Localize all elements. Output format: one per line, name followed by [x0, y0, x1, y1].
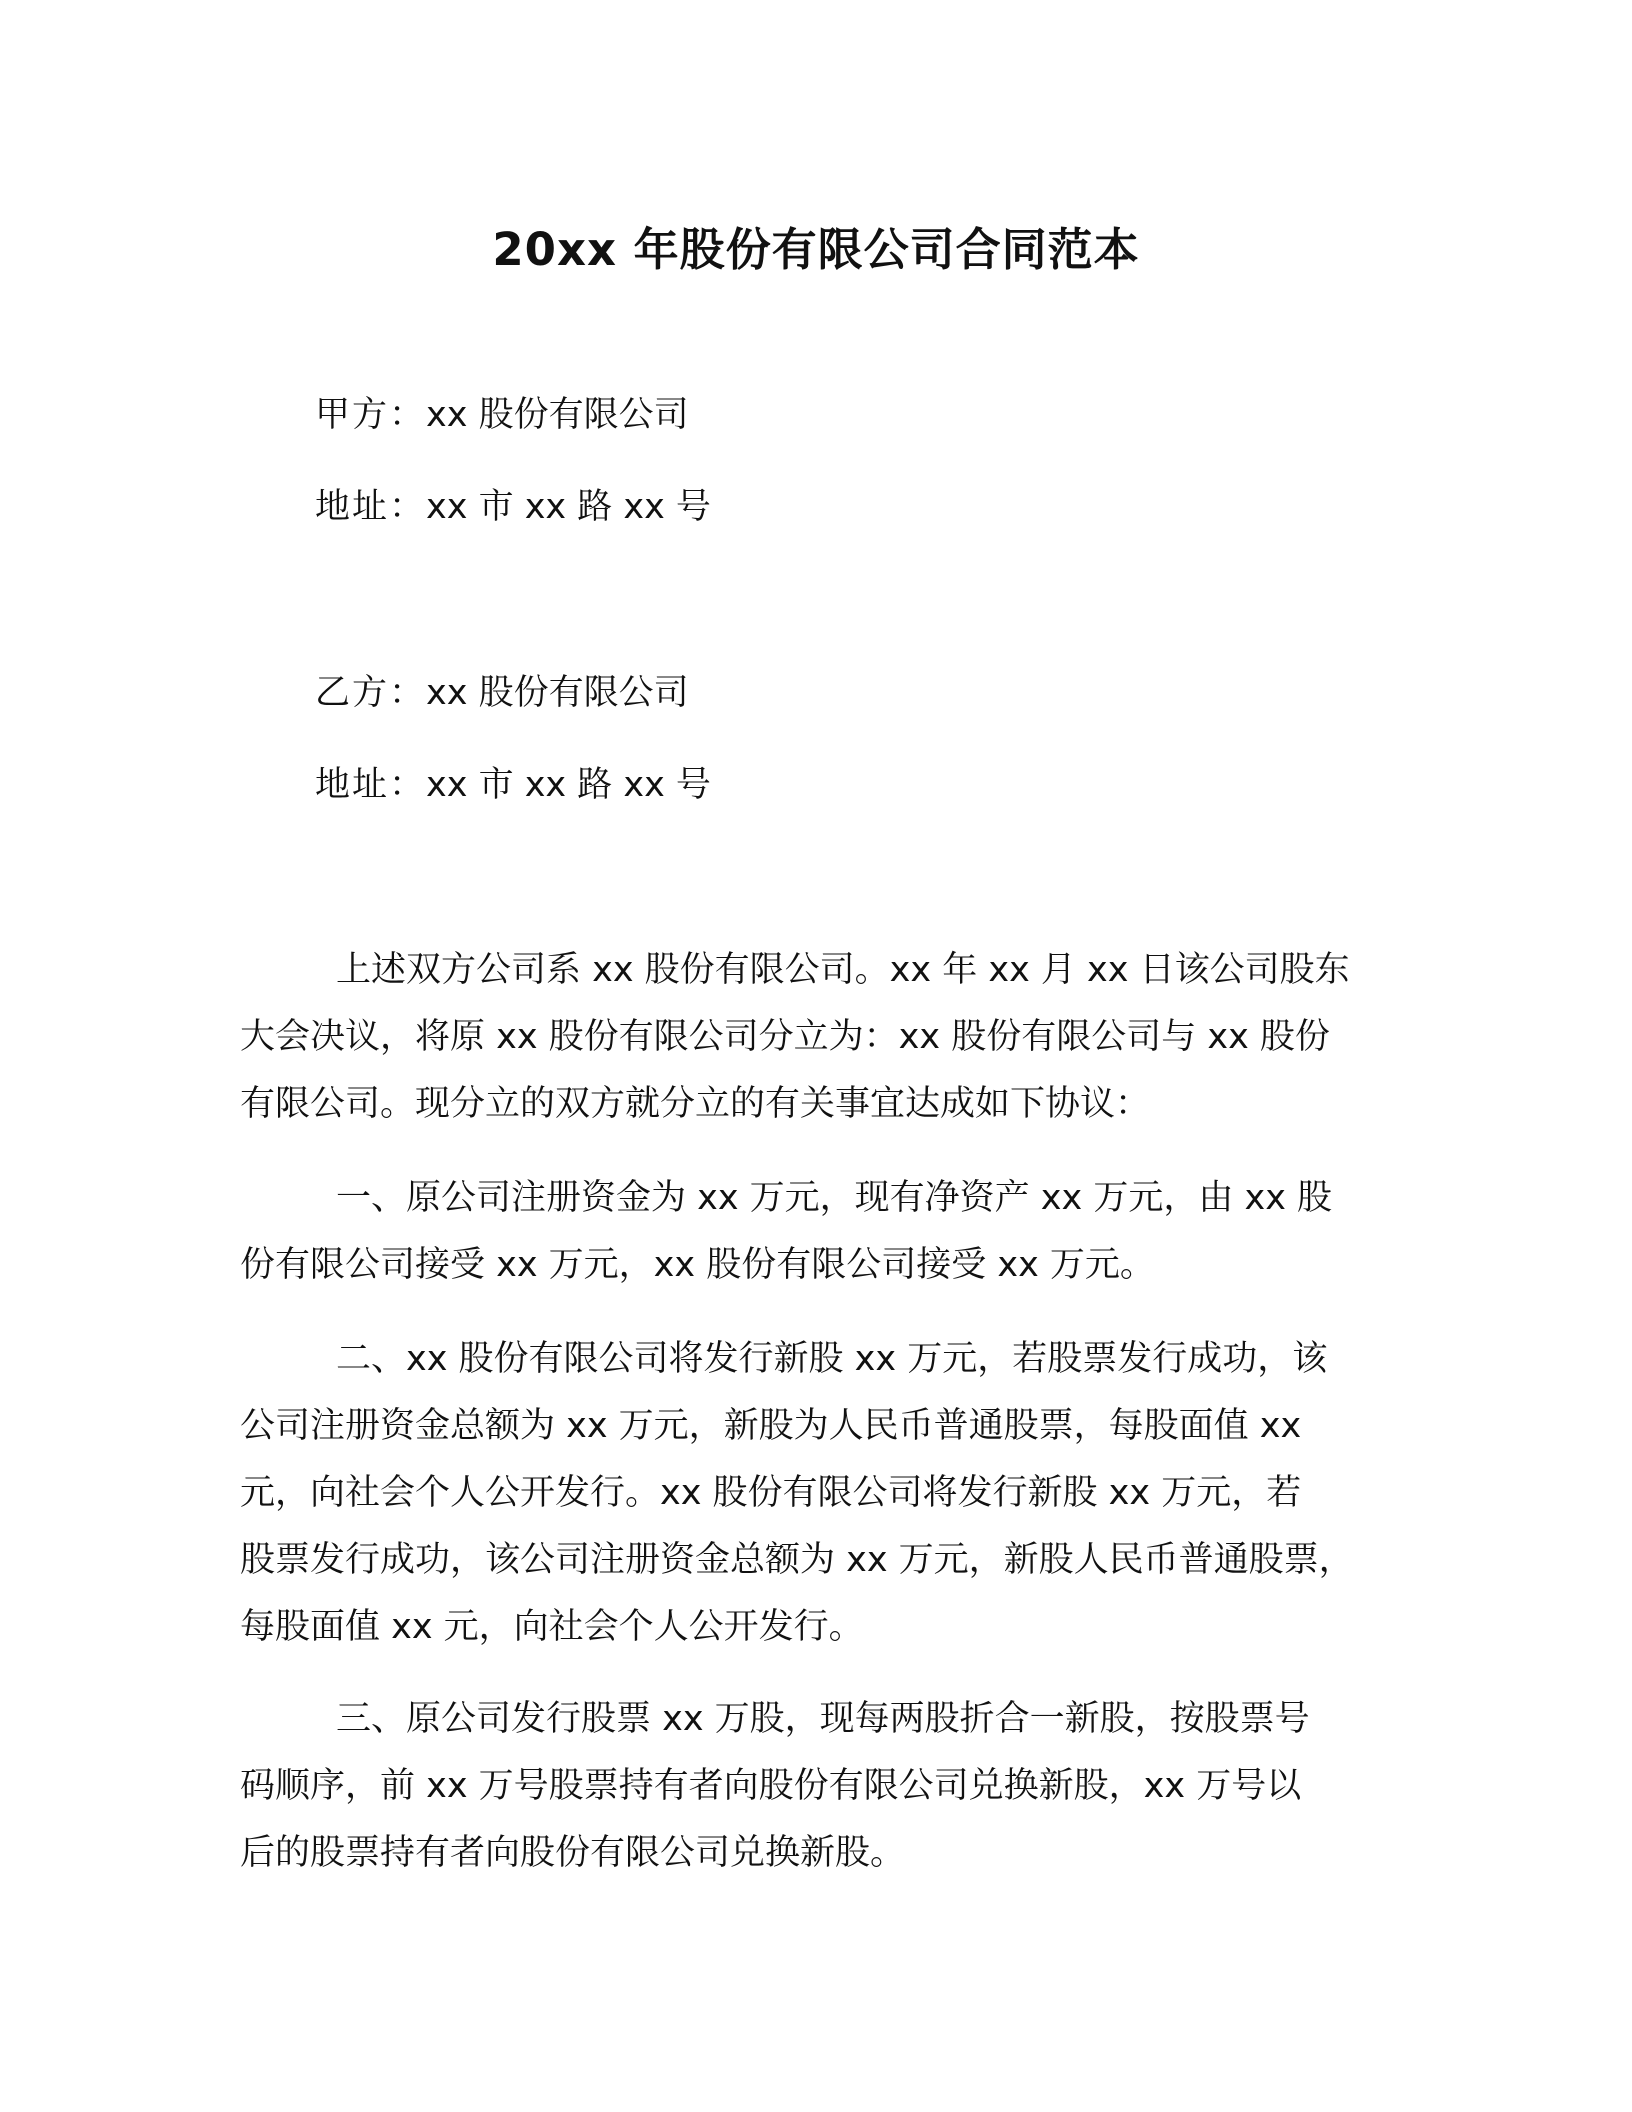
party-a-name-label: 甲方： — [315, 395, 427, 435]
party-b-address-label: 地址： — [315, 765, 427, 805]
paragraph-intro — [240, 937, 1400, 1138]
paragraph-line: 大会决议，将原 xx 股份有限公司分立为：xx 股份有限公司与 xx 股份 — [240, 1017, 1330, 1057]
paragraph-line: 每股面值 xx 元，向社会个人公开发行。 — [240, 1607, 864, 1647]
party-a-address-value: xx 市 xx 路 xx 号 — [426, 487, 711, 527]
party-b-name-value: xx 股份有限公司 — [426, 673, 689, 713]
paragraph-line: 一、原公司注册资金为 xx 万元，现有净资产 xx 万元，由 xx 股 — [336, 1178, 1333, 1218]
paragraph-line: 二、xx 股份有限公司将发行新股 xx 万元，若股票发行成功，该 — [336, 1339, 1328, 1379]
paragraph-line: 三、原公司发行股票 xx 万股，现每两股折合一新股，按股票号 — [336, 1699, 1310, 1739]
paragraph-line: 有限公司。现分立的双方就分立的有关事宜达成如下协议： — [240, 1084, 1151, 1124]
paragraph-clause-1 — [240, 1165, 1400, 1299]
party-b-name — [315, 668, 689, 718]
paragraph-line: 码顺序，前 xx 万号股票持有者向股份有限公司兑换新股，xx 万号以 — [240, 1766, 1302, 1806]
party-a-name-value: xx 股份有限公司 — [426, 395, 689, 435]
paragraph-line: 股票发行成功，该公司注册资金总额为 xx 万元，新股人民币普通股票， — [240, 1540, 1354, 1580]
paragraph-line: 份有限公司接受 xx 万元，xx 股份有限公司接受 xx 万元。 — [240, 1245, 1155, 1285]
party-a-name — [315, 390, 689, 440]
party-b-address — [315, 760, 711, 810]
party-a-address — [315, 482, 711, 532]
party-b-name-label: 乙方： — [315, 673, 427, 713]
party-a-address-label: 地址： — [315, 487, 427, 527]
paragraph-line: 元，向社会个人公开发行。xx 股份有限公司将发行新股 xx 万元，若 — [240, 1473, 1302, 1513]
paragraph-clause-2 — [240, 1326, 1400, 1661]
paragraph-clause-3 — [240, 1686, 1400, 1887]
document-title: 20xx 年股份有限公司合同范本 — [492, 223, 1140, 276]
paragraph-line: 公司注册资金总额为 xx 万元，新股为人民币普通股票，每股面值 xx — [240, 1406, 1302, 1446]
paragraph-line: 上述双方公司系 xx 股份有限公司。xx 年 xx 月 xx 日该公司股东 — [336, 950, 1350, 990]
party-b-address-value: xx 市 xx 路 xx 号 — [426, 765, 711, 805]
paragraph-line: 后的股票持有者向股份有限公司兑换新股。 — [240, 1833, 906, 1873]
